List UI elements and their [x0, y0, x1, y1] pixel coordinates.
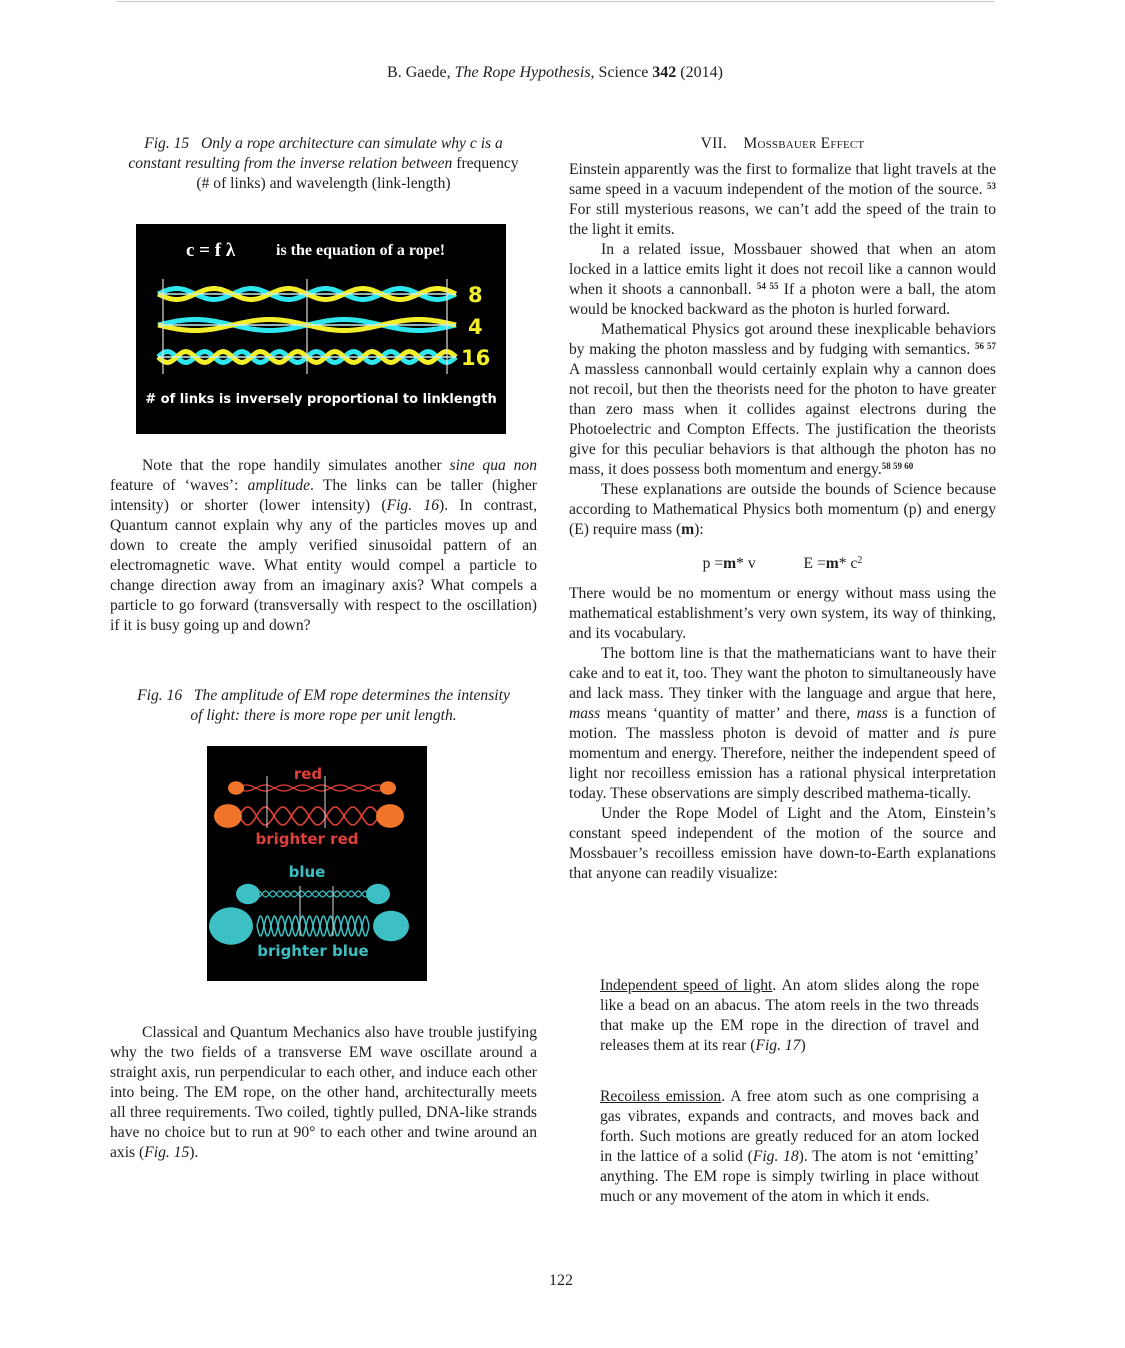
text-run-italic: mass	[569, 705, 601, 722]
right-paragraph-6	[569, 644, 996, 804]
eq-mass: m	[825, 555, 839, 572]
atom-ball	[209, 907, 253, 944]
text-run: Classical and Quantum Mechanics also have trouble justifying why the two fields of a transverse EM wave oscillate around a straight axis, run perpendicular to each other, and induce each other into being. The EM rope, on the other hand, architecturally meets all three requirements. Two coiled, tightly pulled, DNA-like strands have no choice but to run at 90° to each other and twine around an axis (	[110, 1024, 537, 1161]
text-run-italic: amplitude	[247, 477, 311, 494]
right-column	[569, 134, 996, 884]
item-heading: Recoiless emission	[600, 1088, 722, 1105]
text-run: )	[800, 1037, 806, 1054]
eq-mass: m	[723, 555, 737, 572]
text-run: feature of ‘waves’:	[110, 477, 248, 494]
fig15-equation: c = f λ	[186, 240, 236, 261]
fig15-label-8: 8	[468, 283, 483, 307]
text-run: Mathematical Physics got around these inexplicable behaviors by making the photon massless and by fudging with semantics.	[569, 321, 996, 358]
right-paragraph-2	[569, 240, 996, 320]
fig15-label-16: 16	[461, 346, 491, 370]
rope-strand-blue	[257, 916, 369, 936]
fig16-label-brighter-blue: brighter blue	[257, 942, 369, 960]
fig15-caption-label: Fig. 15	[144, 135, 190, 152]
list-item-independent-speed	[600, 976, 979, 1056]
figure-reference: Fig. 15	[144, 1144, 190, 1161]
fig15-footer: # of links is inversely proportional to linklength	[145, 392, 497, 407]
text-run: is a function of motion. The massless photon is devoid of matter and	[569, 705, 996, 742]
fig16-label-brighter-red: brighter red	[255, 830, 359, 848]
atom-ball	[236, 884, 260, 904]
atom-ball	[373, 911, 409, 942]
fig15-equation-text: is the equation of a rope!	[276, 242, 446, 259]
header-title: The Rope Hypothesis	[454, 64, 591, 81]
text-run-italic: is	[948, 725, 960, 742]
text-run: Einstein apparently was the first to formalize that light travels at the same speed in a vacuum independent of the motion of the source.	[569, 161, 996, 198]
text-run: means ‘quantity of matter’ and there,	[600, 705, 857, 722]
text-run: ).	[189, 1144, 199, 1161]
section-number: VII.	[700, 135, 727, 152]
left-paragraph-1	[110, 456, 537, 636]
text-run: ). In contrast, Quantum cannot explain why any of the particles moves up and down to create the amply verified sinusoidal pattern of an electromagnetic wave. What entity would compel a particle to change direction away from an imaginary axis? What compels a particle to go forward (transversally with respect to the oscillation) if it is busy going up and down?	[110, 497, 538, 634]
header-year: (2014)	[676, 64, 723, 81]
fig15-caption-upright: frequency (# of links) and wavelength (link-length)	[196, 155, 519, 192]
item-heading: Independent speed of light	[600, 977, 773, 994]
rope-strand-blue	[255, 891, 369, 897]
fig16-label-blue: blue	[288, 863, 326, 881]
fig16-ropes	[209, 776, 409, 945]
eq-exponent: 2	[857, 555, 863, 566]
header-journal: , Science	[590, 64, 653, 81]
atom-ball	[214, 804, 242, 828]
citation-ref: 54 55	[756, 281, 779, 291]
citation-ref: 58 59 60	[881, 461, 914, 471]
right-paragraph-5: There would be no momentum or energy without mass using the mathematical establishment’s very own system, its way of thinking, and its vocabulary.	[569, 585, 996, 642]
fig15-image	[136, 224, 506, 434]
text-run: If a photon were a ball, the atom would be knocked backward as the photon is hurled forward.	[569, 281, 996, 318]
figure-reference: Fig. 16	[386, 497, 440, 514]
fig16-caption-label: Fig. 16	[137, 687, 183, 704]
right-paragraph-4	[569, 480, 996, 540]
right-paragraph-7: Under the Rope Model of Light and the Atom, Einstein’s constant speed independent of the motion of the source and Mossbauer’s recoilless emission have down-to-Earth explanations that anyone can readily visualize:	[569, 805, 996, 882]
text-run: pure momentum and energy. Therefore, neither the independent speed of light nor recoilless emission has a rational physical interpretation today. These observations are simply described mathema-tically.	[569, 725, 997, 802]
fig16-caption	[110, 686, 537, 726]
text-run-italic: mass	[856, 705, 888, 722]
fig16-label-red: red	[293, 765, 323, 783]
text-run: . An atom slides along the rope like a bead on an abacus. The atom reels in the two threads that make up the EM rope in the direction of travel and releases them at its rear (	[600, 977, 979, 1054]
citation-ref: 53	[987, 181, 996, 191]
figure-reference: Fig. 18	[752, 1148, 799, 1165]
text-run-bold: m	[681, 521, 695, 538]
text-run: For still mysterious reasons, we can’t add the speed of the train to the light it emits.	[569, 201, 996, 238]
running-header	[0, 64, 1110, 82]
fig15-label-4: 4	[468, 315, 483, 339]
right-paragraph-3	[569, 320, 996, 480]
left-paragraph-2	[110, 1023, 537, 1163]
page-number: 122	[549, 1272, 573, 1289]
text-run: ). The atom is not ‘emitting’ anything. The EM rope is simply twirling in place without much or any movement of the atom in which it ends.	[600, 1148, 979, 1205]
list-item-recoiless-emission	[600, 1087, 979, 1207]
eq-part: E =	[803, 555, 826, 572]
eq-part: * v	[736, 555, 756, 572]
eq-part: * c	[838, 555, 858, 572]
right-paragraph-1	[569, 160, 996, 240]
text-run: The bottom line is that the mathematicians want to have their cake and to eat it, too. They want the photon to simultaneously have and lack mass. They tinker with the language and argue that here,	[569, 645, 996, 702]
equation-momentum	[703, 554, 756, 574]
section-title: Mossbauer Effect	[743, 135, 865, 152]
fig16-caption-text: The amplitude of EM rope determines the intensity of light: there is more rope per unit length.	[190, 687, 510, 724]
text-run: These explanations are outside the bounds of Science because according to Mathematical Physics both momentum (p) and energy (E) require mass (	[569, 481, 996, 538]
atom-ball	[366, 884, 390, 904]
text-run: . A free atom such as one comprising a gas vibrates, expands and contracts, and moves back and forth. Such motions are greatly reduced for an atom locked in the lattice of a solid (	[600, 1088, 979, 1165]
atom-ball	[380, 781, 396, 795]
figure-reference: Fig. 17	[755, 1037, 801, 1054]
text-run: . The links can be taller (higher intensity) or shorter (lower intensity) (	[110, 477, 537, 514]
text-run: A massless cannonball would certainly explain why a cannon does not recoil, but then the theorists need for the photon to have greater than zero mass when it collides against electrons during the Photoelectric and Compton Effects. The justification the theorists give for this peculiar behaviors is that although the photon has no mass, it does possess both momentum and energy.	[569, 361, 996, 478]
equation-energy	[804, 554, 863, 574]
header-author: B. Gaede,	[387, 64, 455, 81]
fig15-caption	[110, 134, 537, 194]
text-run: ):	[694, 521, 704, 538]
text-run-italic: sine qua non	[449, 457, 537, 474]
equations	[569, 554, 996, 574]
text-run: In a related issue, Mossbauer showed that when an atom locked in a lattice emits light it does not recoil like a cannon would when it shoots a cannonball.	[569, 241, 996, 298]
section-heading	[569, 134, 996, 154]
top-rule	[116, 1, 994, 2]
text-run: Note that the rope handily simulates another	[142, 457, 450, 474]
atom-ball	[228, 781, 244, 795]
fig15-caption-italic: Only a rope architecture can simulate why c is a constant resulting from the inverse relation between	[128, 135, 503, 172]
citation-ref: 56 57	[974, 341, 997, 351]
eq-part: p =	[702, 555, 724, 572]
atom-ball	[376, 804, 404, 828]
header-volume: 342	[652, 64, 677, 81]
fig16-image	[207, 746, 427, 981]
